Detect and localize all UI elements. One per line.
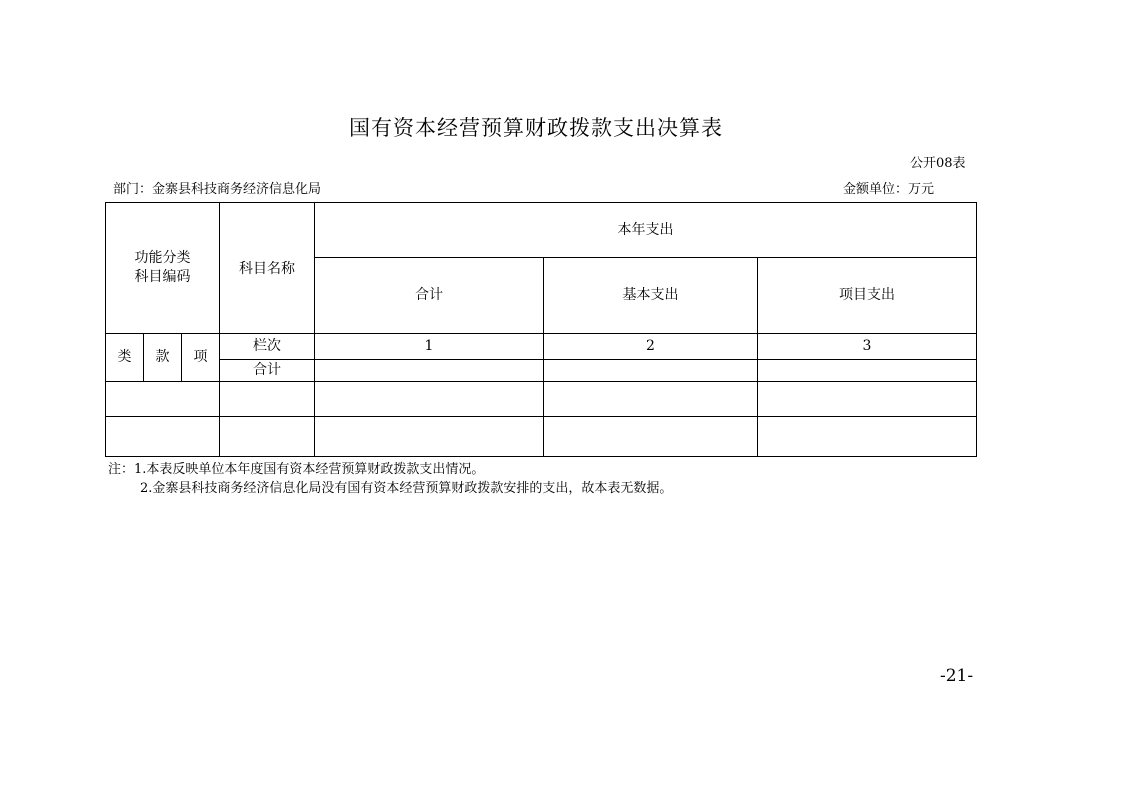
table-cell bbox=[315, 382, 544, 417]
page-title: 国有资本经营预算财政拨款支出决算表 bbox=[349, 116, 723, 140]
func-class-header bbox=[106, 203, 220, 334]
table-cell bbox=[220, 417, 315, 457]
column-number-1: 1 bbox=[315, 334, 544, 360]
table-cell bbox=[544, 417, 758, 457]
table-cell bbox=[544, 382, 758, 417]
func-class-line2: 科目编码 bbox=[134, 269, 191, 285]
column-number-3: 3 bbox=[758, 334, 977, 360]
project-expense-header: 项目支出 bbox=[758, 258, 977, 334]
table-cell bbox=[315, 417, 544, 457]
amount-unit-label: 金额单位：万元 bbox=[843, 182, 935, 197]
table-cell bbox=[106, 382, 220, 417]
column-order-label: 栏次 bbox=[220, 334, 315, 360]
page-number: -21- bbox=[940, 666, 974, 686]
current-year-expense-header: 本年支出 bbox=[315, 203, 977, 258]
form-number: 公开08表 bbox=[910, 156, 966, 171]
table-cell bbox=[758, 382, 977, 417]
lei-header: 类 bbox=[106, 334, 144, 382]
total-header: 合计 bbox=[315, 258, 544, 334]
sum-basic-cell bbox=[544, 360, 758, 382]
table-cell bbox=[758, 417, 977, 457]
table-row bbox=[106, 417, 977, 457]
xiang-header: 项 bbox=[182, 334, 220, 382]
sum-project-cell bbox=[758, 360, 977, 382]
subject-name-header: 科目名称 bbox=[220, 203, 315, 334]
table-cell bbox=[220, 382, 315, 417]
note-line-1: 注：1.本表反映单位本年度国有资本经营预算财政拨款支出情况。 bbox=[108, 462, 485, 477]
sum-row-label: 合计 bbox=[220, 360, 315, 382]
column-number-2: 2 bbox=[544, 334, 758, 360]
note-line-2: 2.金寨县科技商务经济信息化局没有国有资本经营预算财政拨款安排的支出，故本表无数据。 bbox=[140, 481, 673, 496]
table-cell bbox=[106, 417, 220, 457]
department-label: 部门：金寨县科技商务经济信息化局 bbox=[113, 182, 322, 197]
expense-table bbox=[105, 202, 977, 457]
basic-expense-header: 基本支出 bbox=[544, 258, 758, 334]
table-row bbox=[106, 382, 977, 417]
kuan-header: 款 bbox=[144, 334, 182, 382]
notes bbox=[108, 460, 672, 498]
func-class-line1: 功能分类 bbox=[134, 250, 191, 266]
sum-total-cell bbox=[315, 360, 544, 382]
